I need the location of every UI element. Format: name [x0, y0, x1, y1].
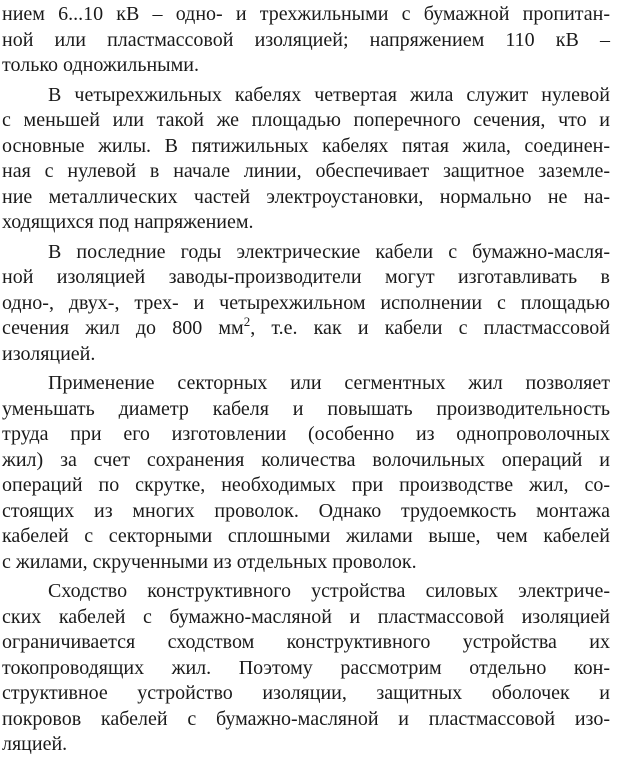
- text-line: кабелей с секторными сплошными жилами выше, чем кабелей: [2, 525, 610, 547]
- text-line: труда при его изготовлении (особенно из однопроволочных: [2, 423, 610, 445]
- text-line: ной изоляцией заводы-производители могут изготавливать в: [2, 266, 610, 288]
- text-line: ходящихся под напряжением.: [2, 211, 254, 233]
- text-line: ляцией.: [2, 733, 68, 755]
- text-line: операций по скрутке, необходимых при производстве жил, со-: [2, 474, 610, 496]
- text-line: жил) за счет сохранения количества волочильных операций и: [2, 448, 610, 471]
- text-line: В четырехжильных кабелях четвертая жила служит нулевой: [48, 83, 610, 106]
- text-segment: , т.е. как и кабели с пластмассовой: [250, 317, 610, 339]
- text-line: ограничивается сходством конструктивного устройства их: [2, 631, 610, 653]
- text-line: уменьшать диаметр кабеля и повышать производительность: [2, 397, 610, 420]
- text-line: стоящих из многих проволок. Однако трудоемкость монтажа: [2, 499, 610, 522]
- paragraph-5: [2, 579, 610, 758]
- text-line: Применение секторных или сегментных жил позволяет: [48, 372, 610, 394]
- text-line: ной или пластмассовой изоляцией; напряжением 110 кВ –: [2, 28, 610, 51]
- text-line: изоляцией.: [2, 342, 96, 365]
- text-line: ние металлических частей электроустановки, нормально не на-: [2, 185, 610, 208]
- text-line: ских кабелей с бумажно-масляной и пластмассовой изоляцией: [2, 605, 610, 628]
- text-line: покровов кабелей с бумажно-масляной и пластмассовой изо-: [2, 707, 610, 730]
- text-line: с меньшей или такой же площадью поперечного сечения, что и: [2, 109, 610, 131]
- superscript: 2: [243, 314, 251, 329]
- text-line: одно-, двух-, трех- и четырехжильном исполнении с площадью: [2, 291, 610, 314]
- text-line: только одножильными.: [2, 54, 199, 76]
- text-line: Сходство конструктивного устройства силовых электриче-: [48, 580, 610, 602]
- text-segment: сечения жил до 800 мм: [2, 317, 244, 339]
- text-line: нием 6...10 кВ – одно- и трехжильными с бумажной пропитан-: [2, 3, 610, 25]
- paragraph-2: [2, 83, 610, 236]
- document-page: [2, 2, 610, 762]
- text-line: токопроводящих жил. Поэтому рассмотрим отдельно кон-: [2, 656, 610, 679]
- text-line: структивное устройство изоляции, защитных оболочек и: [2, 682, 610, 704]
- paragraph-3: [2, 240, 610, 368]
- paragraph-4: [2, 371, 610, 575]
- text-line: основные жилы. В пятижильных кабелях пятая жила, соединен-: [2, 134, 610, 157]
- text-line: ная с нулевой в начале линии, обеспечивает защитное заземле-: [2, 160, 610, 182]
- text-line: с жилами, скрученными из отдельных проволок.: [2, 550, 417, 573]
- text-line-with-superscript: [2, 316, 610, 342]
- paragraph-1: [2, 2, 610, 79]
- text-line: В последние годы электрические кабели с бумажно-масля-: [48, 240, 610, 263]
